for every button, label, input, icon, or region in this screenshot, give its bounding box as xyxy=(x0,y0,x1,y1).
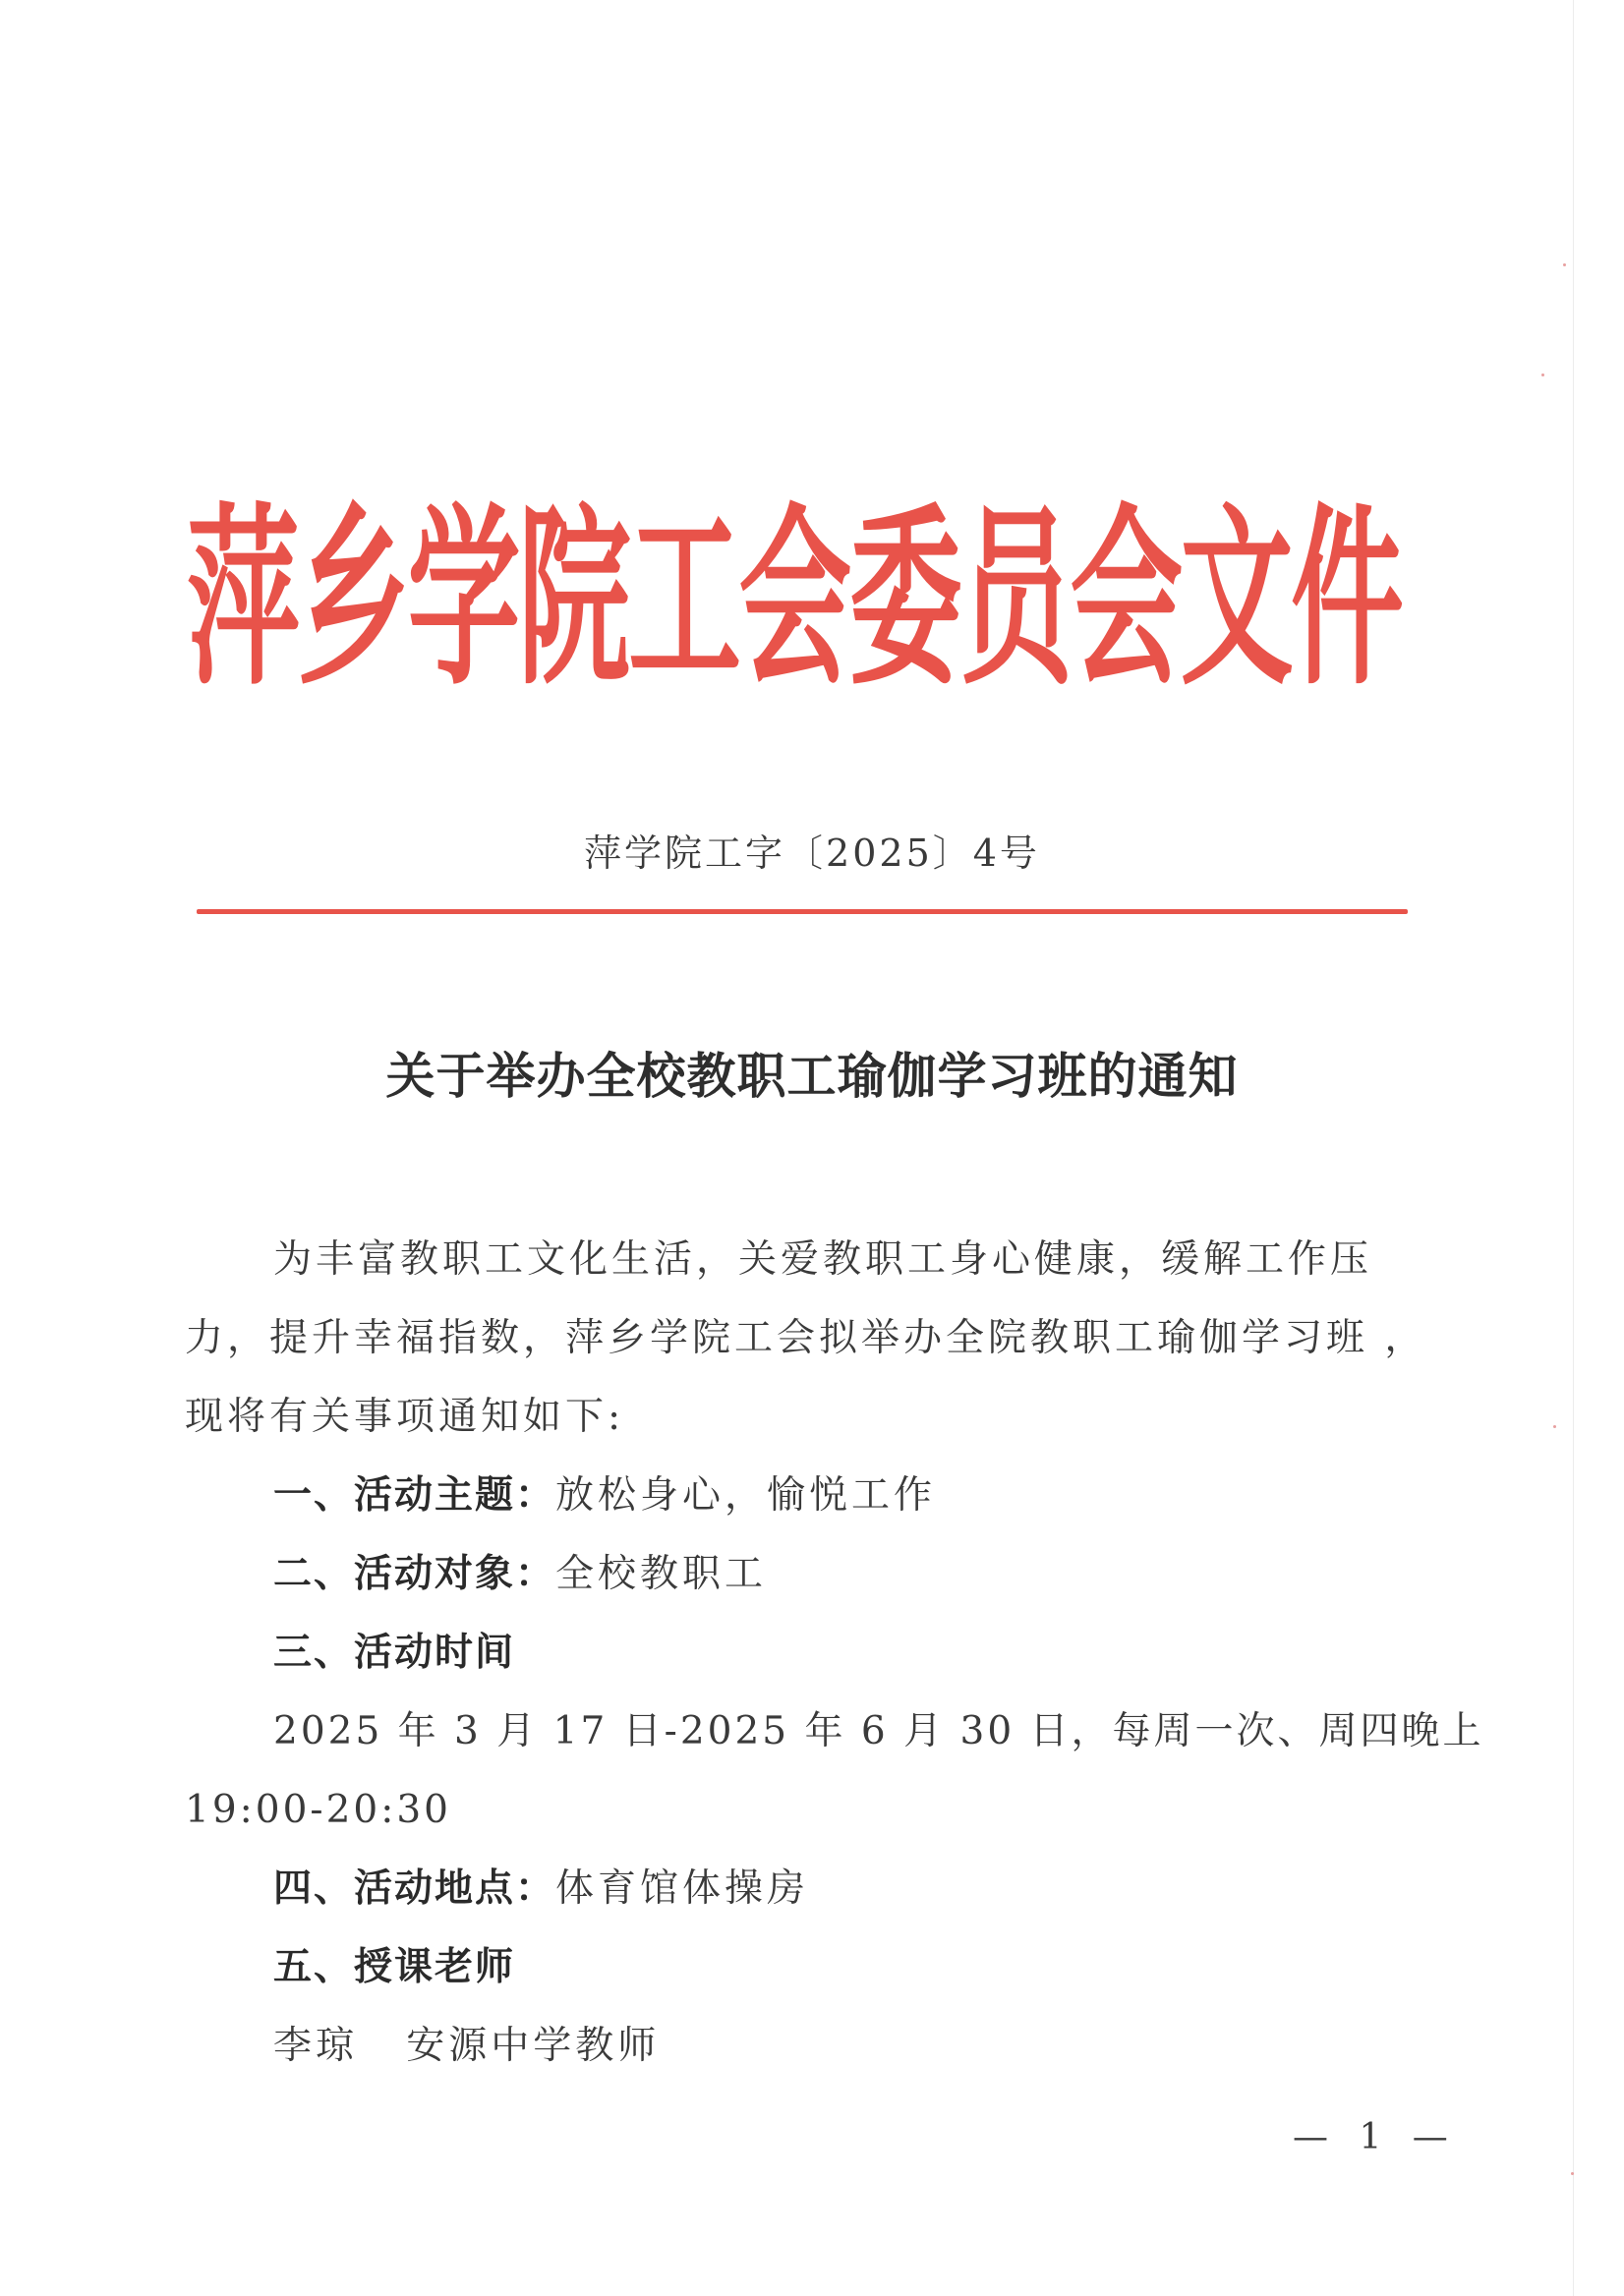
intro-line-2: 力，提升幸福指数，萍乡学院工会拟举办全院教职工瑜伽学习班 ， xyxy=(185,1316,1427,1360)
target-value: 全校教职工 xyxy=(555,1552,768,1596)
target-label: 二、活动对象： xyxy=(273,1552,556,1596)
masthead-title: 萍乡学院工会委员会文件 xyxy=(187,488,1402,712)
scan-speck xyxy=(1541,373,1544,376)
teacher-heading-text: 五、授课老师 xyxy=(273,1945,516,1989)
teacher-line: 李琼 安源中学教师 xyxy=(273,2024,661,2068)
teacher-heading xyxy=(273,1940,515,1995)
document-number: 萍学院工字〔2025〕4号 xyxy=(584,832,1040,875)
theme-label: 一、活动主题： xyxy=(273,1473,556,1518)
time-heading-text: 三、活动时间 xyxy=(273,1631,516,1675)
theme-value: 放松身心，愉悦工作 xyxy=(555,1473,937,1518)
intro-line-1: 为丰富教职工文化生活，关爱教职工身心健康，缓解工作压 xyxy=(273,1237,1373,1282)
red-divider xyxy=(197,909,1408,914)
page-number: — 1 — xyxy=(1293,2117,1458,2157)
notice-title: 关于举办全校教职工瑜伽学习班的通知 xyxy=(385,1047,1239,1105)
place-value: 体育馆体操房 xyxy=(555,1866,810,1911)
place-label: 四、活动地点： xyxy=(273,1866,556,1911)
time-line-1: 2025 年 3 月 17 日-2025 年 6 月 30 日，每周一次、周四晚上 xyxy=(273,1709,1484,1753)
time-heading xyxy=(273,1626,515,1681)
target-row xyxy=(273,1547,767,1602)
intro-line-3: 现将有关事项通知如下: xyxy=(185,1395,625,1439)
scan-speck xyxy=(1553,1425,1556,1428)
scan-speck xyxy=(1563,263,1566,266)
place-row xyxy=(273,1862,809,1917)
theme-row xyxy=(273,1468,936,1523)
scan-speck xyxy=(1571,2172,1574,2175)
scan-edge xyxy=(1573,0,1574,2296)
time-line-2: 19:00-20:30 xyxy=(185,1788,451,1832)
